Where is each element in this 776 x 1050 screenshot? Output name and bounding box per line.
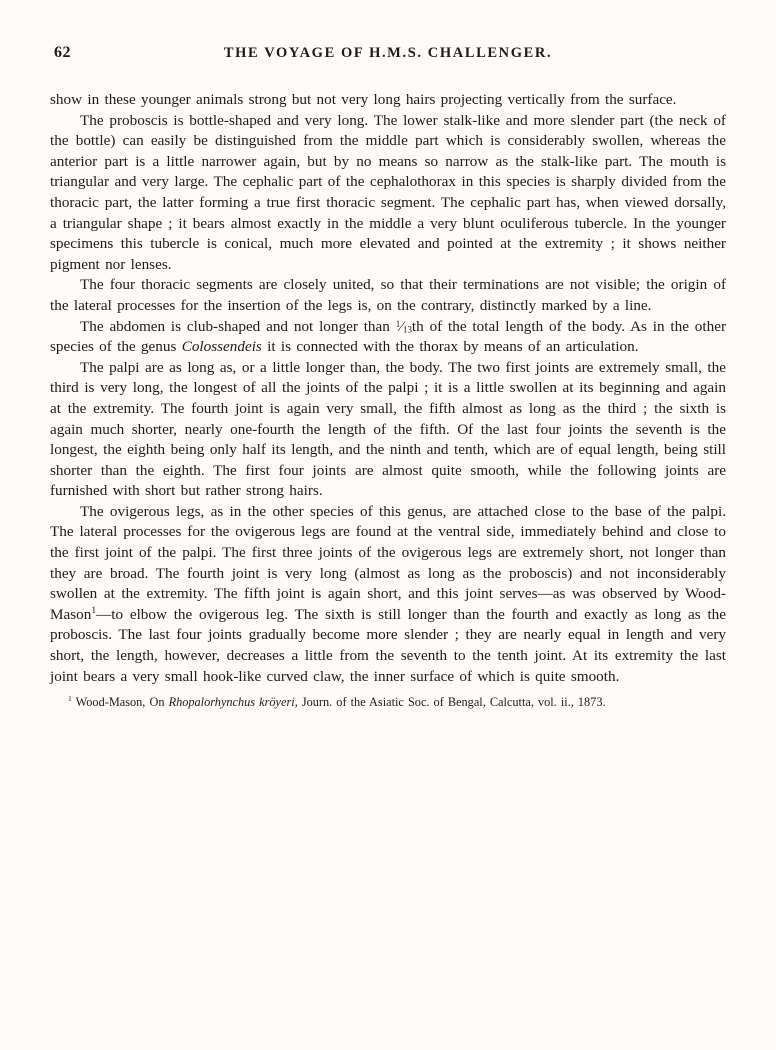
running-title: THE VOYAGE OF H.M.S. CHALLENGER. (223, 45, 553, 61)
text-run: Wood-Mason, On (71, 695, 169, 710)
text-run: The palpi are as long as, or a little longer than, the body. The two first joints are extremely small, the third is very long, the longest of all the joints of the palpi ; it is a little swollen at its beginning and again at the extremity. The fourth joint is again very small, the fifth almost as long as the third ; the sixth is again much shorter, nearly one-fourth the length of the fifth. Of the last four joints the seventh is the longest, the eighth being only half its length, and the ninth and tenth, which are of equal length, being still shorter than the eighth. The first four joints are almost quite smooth, while the following joints are furnished with short but rather strong hairs. (50, 358, 726, 500)
page-header (50, 44, 726, 68)
paragraph (50, 111, 726, 276)
text-run: The abdomen is club-shaped and not longer than (80, 317, 396, 335)
text-run: show in these younger animals strong but not very long hairs projecting vertically from the surface. (50, 91, 677, 108)
footnote (50, 694, 726, 710)
paragraph (50, 317, 726, 358)
body-text (50, 90, 726, 687)
page-number: 62 (54, 44, 71, 61)
paragraph (50, 502, 726, 687)
footnote-marker: 1 (91, 605, 97, 616)
text-run: , Journ. of the Asiatic Soc. of Bengal, Calcutta, vol. ii., 1873. (294, 695, 606, 710)
text-run: The ovigerous legs, as in the other species of this genus, are attached close to the base of the palpi. The lateral processes for the ovigerous legs are found at the ventral side, immediately behind and close to the first joint of the palpi. The first three joints of the ovigerous legs are extremely short, not longer than they are broad. The fourth joint is very long (almost as long as the proboscis) and not inconsiderably swollen at the extremity. The fifth joint is again short, and this joint serves—as was observed by Wood-Mason (50, 502, 726, 623)
paragraph (50, 358, 726, 502)
text-run: th of the total length of the body. As in the other species of the genus (50, 317, 726, 356)
text-run: The proboscis is bottle-shaped and very long. The lower stalk-like and more slender part (the neck of the bottle) can easily be distinguished from the middle part which is considerably swollen, whereas the anterior part is a little narrower again, but by no means so narrow as the stalk-like part. The mouth is triangular and very large. The cephalic part of the cephalothorax in this species is sharply divided from the thoracic part, the latter forming a true first thoracic segment. The cephalic part has, when viewed dorsally, a triangular shape ; it bears almost exactly in the middle a very blunt oculiferous tubercle. In the younger specimens this tubercle is conical, much more elevated and pointed at the extremity ; it shows neither pigment nor lenses. (50, 111, 726, 273)
text-run: Rhopalorhynchus kröyeri (168, 695, 295, 710)
text-run: The four thoracic segments are closely united, so that their terminations are not visible; the origin of the lateral processes for the insertion of the legs is, on the contrary, distinctly marked by a line. (50, 276, 726, 314)
text-run: it is connected with the thorax by means of an articulation. (261, 338, 639, 356)
text-run: —to elbow the ovigerous leg. The sixth is still longer than the fourth and exactly as long as the proboscis. The last four joints gradually become more slender ; they are nearly equal in length and very short, the length, however, decreases a little from the seventh to the tenth joint. At its extremity the last joint bears a very small hook-like curved claw, the inner surface of which is quite smooth. (50, 605, 726, 685)
footnote-marker: 1 (68, 694, 72, 704)
text-run: Colossendeis (181, 338, 262, 356)
paragraph (50, 90, 726, 111)
inline-fraction: $^1⁄_{13}$ (395, 317, 412, 335)
paragraph (50, 275, 726, 316)
